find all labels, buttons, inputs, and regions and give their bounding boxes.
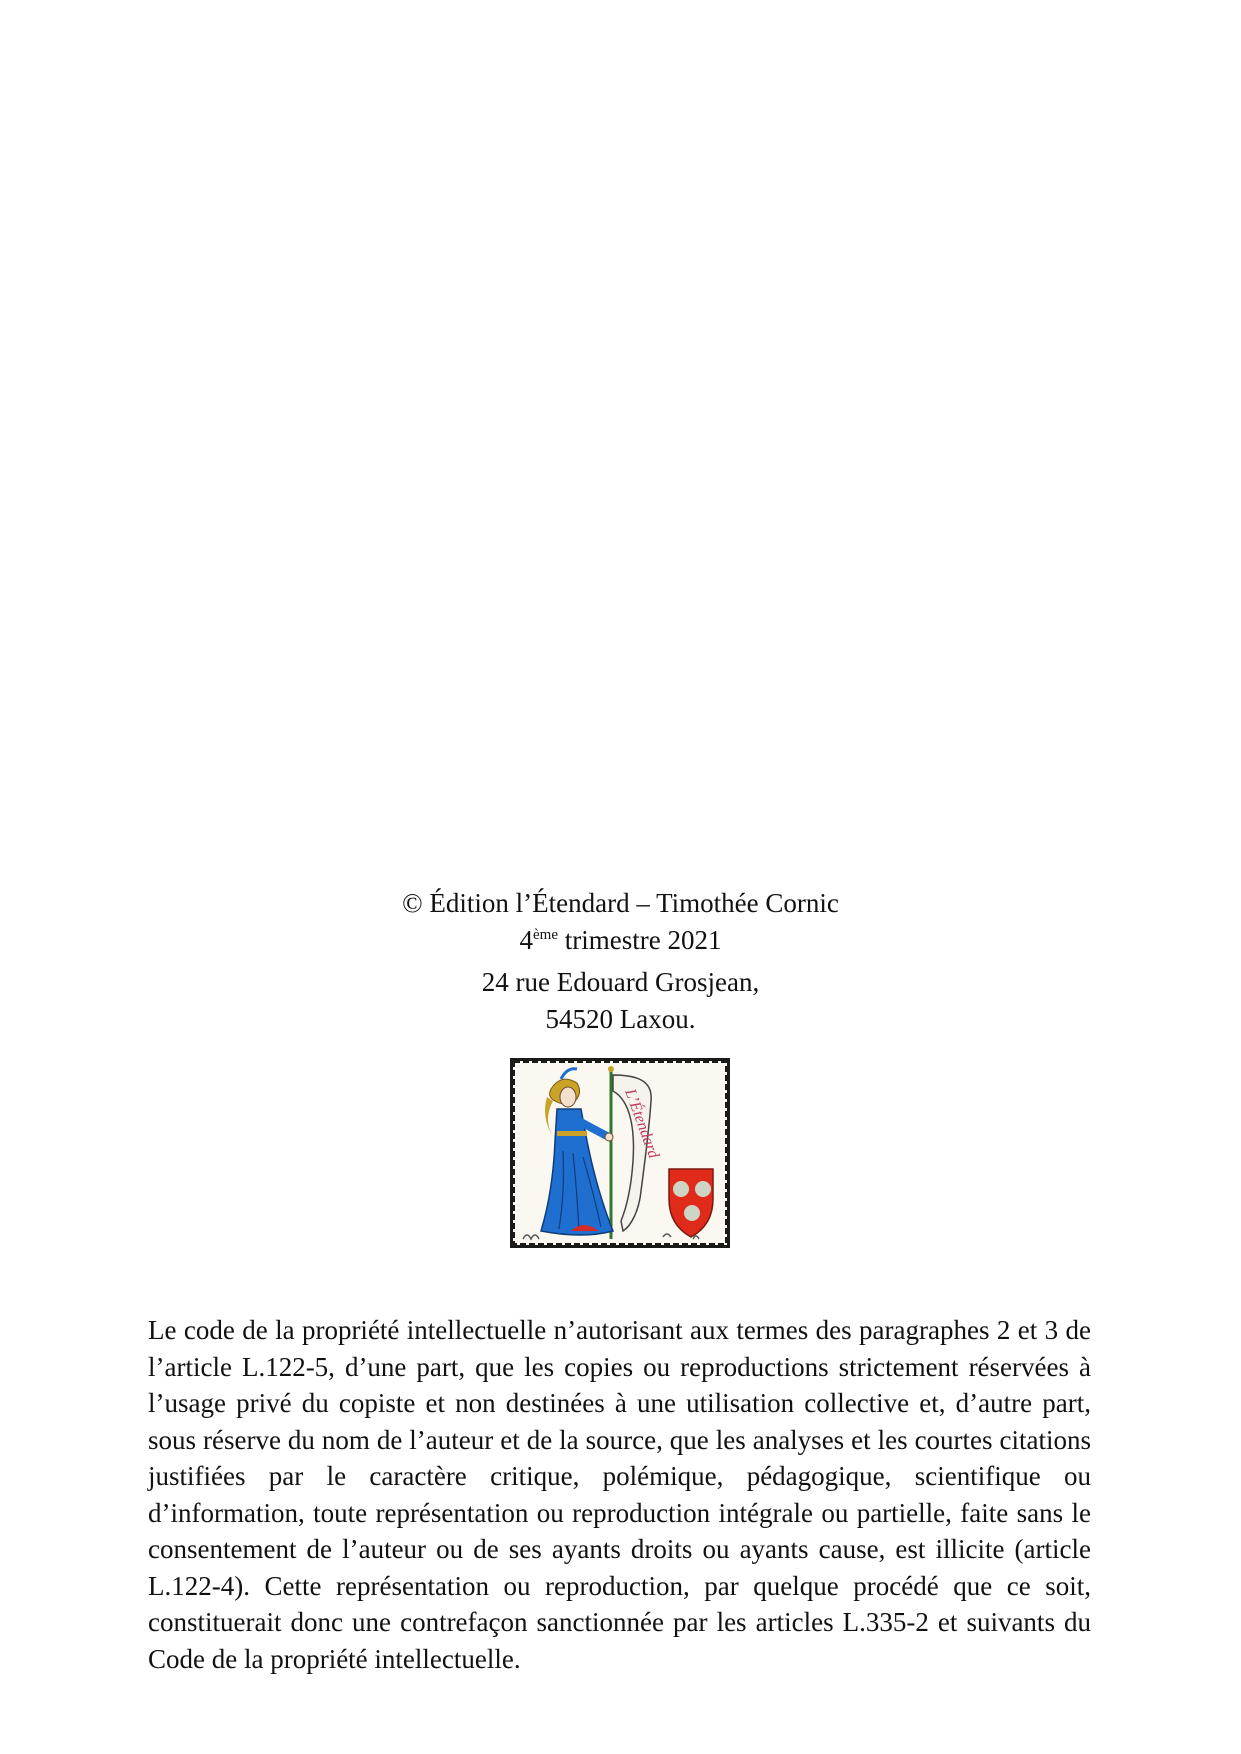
address-street: 24 rue Edouard Grosjean, (481, 967, 760, 997)
colophon (0, 885, 1241, 1038)
quarter-year: trimestre 2021 (558, 925, 722, 955)
publisher-logo (510, 1058, 730, 1248)
address-city: 54520 Laxou. (545, 1004, 696, 1034)
legal-notice: Le code de la propriété intellectuelle n’autorisant aux termes des paragraphes 2 et 3 de l’article L.122-5, d’une part, que les copies ou reproductions strictement réservées à l’usage privé du copiste et non destinées à une utilisation collective et, d’autre part, sous réserve du nom de l’auteur et de la source, que les analyses et les courtes citations justifiées par le caractère critique, polémique, pédagogique, scientifique ou d’information, toute représentation ou reproduction intégrale ou partielle, faite sans le consentement de l’auteur ou de ses ayants droits ou ayants cause, est illicite (article L.122-4). Cette représentation ou reproduction, par quelque procédé que ce soit, constituerait donc une contrefaçon sanctionnée par les articles L.335-2 et suivants du Code de la propriété intellectuelle. (148, 1315, 1091, 1674)
copyright-line: © Édition l’Étendard – Timothée Cornic (402, 888, 839, 918)
ordinal-suffix: ème (533, 927, 558, 943)
banner-text: L’Étendard (621, 1086, 663, 1161)
edition-date-line (0, 922, 1241, 964)
logo-illustration (513, 1061, 727, 1245)
quarter-number: 4 (519, 925, 534, 955)
